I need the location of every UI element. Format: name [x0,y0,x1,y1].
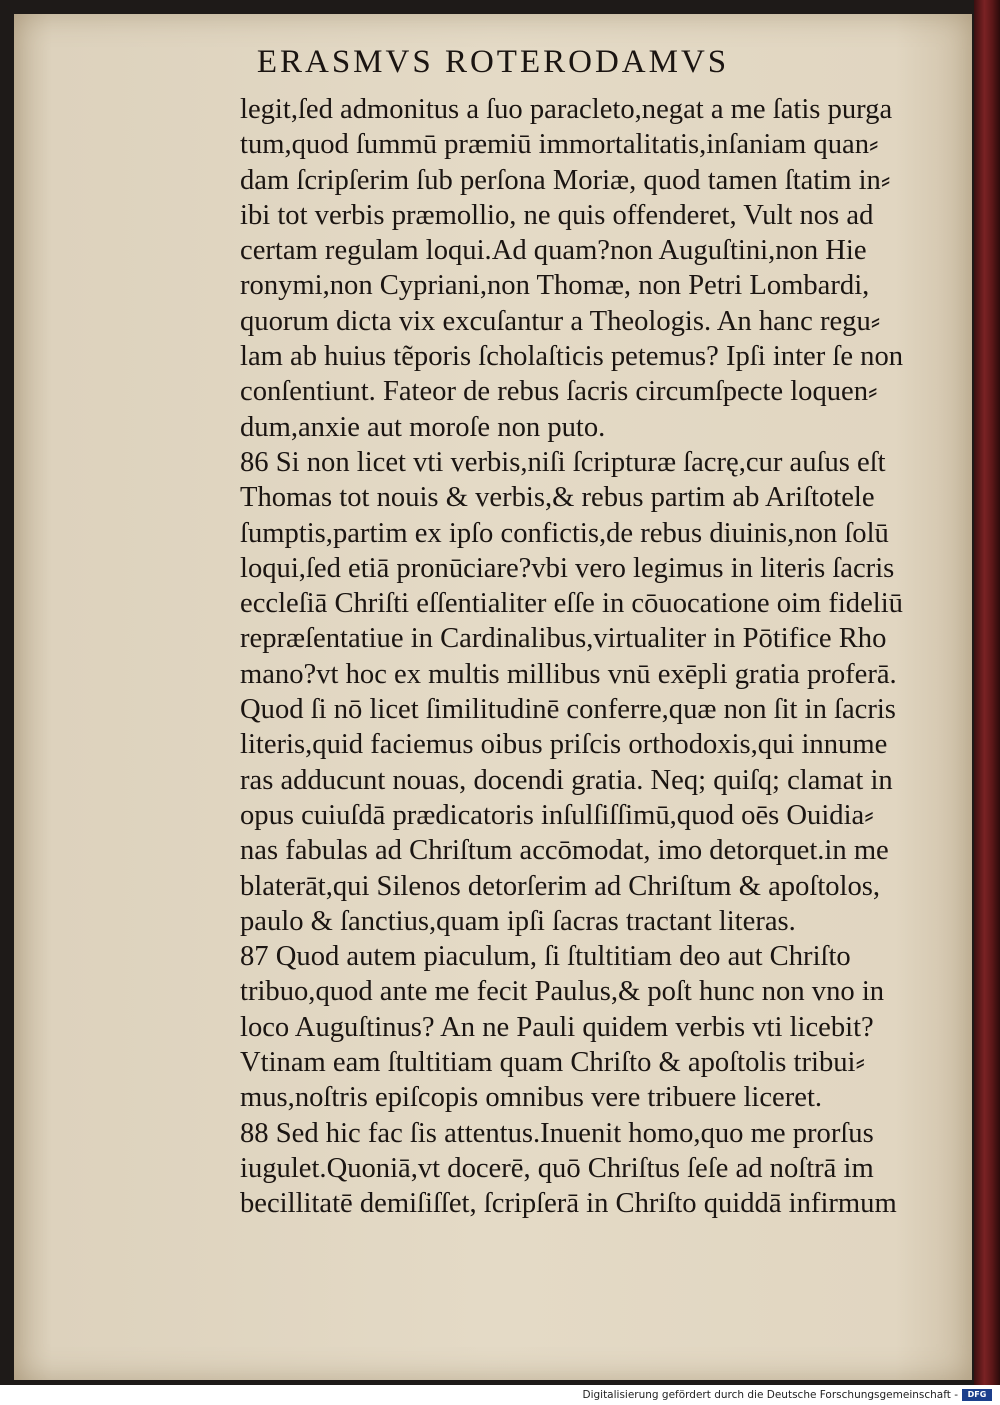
text-line: lam ab huius tẽporis ſcholaſticis petemus? Ipſi inter ſe non [240,341,904,373]
text-line: Vtinam eam ſtultitiam quam Chriſto & apoſtolis tribui⸗ [240,1047,866,1079]
text-line: legit,ſed admonitus a ſuo paracleto,negat a me ſatis purga [240,94,893,125]
text-line: dum,anxie aut moroſe non puto. [240,411,606,443]
text-line: eccleſiā Chriſti eſſentialiter eſſe in cōuocatione oim fideliū [240,588,903,620]
text-line: 87 Quod autem piaculum, ſi ſtultitiam deo aut Chriſto [240,941,851,973]
text-line: ronymi,non Cypriani,non Thomæ, non Petri Lombardi, [240,270,870,302]
text-line: Thomas tot nouis & verbis,& rebus partim ab Ariſtotele [240,482,875,514]
text-line: dam ſcripſerim ſub perſona Moriæ, quod tamen ſtatim in⸗ [240,164,891,196]
dfg-logo: DFG [962,1389,992,1401]
text-line: 88 Sed hic fac ſis attentus.Inuenit homo,quo me prorſus [240,1117,874,1149]
text-line: mus,noſtris epiſcopis omnibus vere tribuere liceret. [240,1082,823,1114]
text-line: ſumptis,partim ex ipſo confictis,de rebus diuinis,non ſolū [240,517,889,549]
text-line: conſentiunt. Fateor de rebus ſacris circumſpecte loquen⸗ [240,376,878,408]
text-line: mano?vt hoc ex multis millibus vnū exēpli gratia proferā. [240,658,897,690]
text-line: ras adducunt nouas, docendi gratia. Neq; quiſq; clamat in [240,764,893,796]
text-line: blaterāt,qui Silenos detorſerim ad Chriſtum & apoſtolos, [240,870,881,902]
text-line: opus cuiuſdā prædicatoris inſulſiſſimū,quod oēs Ouidia⸗ [240,799,874,831]
text-line: Quod ſi nō licet ſimilitudinē conferre,quæ non ſit in ſacris [240,694,896,726]
text-line: paulo & ſanctius,quam ipſi ſacras tractant literas. [240,905,796,937]
text-line: certam regulam loqui.Ad quam?non Auguſtini,non Hie [240,235,867,267]
text-line: nas fabulas ad Chriſtum accōmodat, imo detorquet.in me [240,835,889,867]
text-line: tum,quod ſummū præmiū immortalitatis,inſaniam quan⸗ [240,129,879,161]
book-page [14,14,972,1380]
text-line: iugulet.Quoniā,vt docerē, quō Chriſtus ſeſe ad noſtrā im [240,1152,874,1184]
text-line: literis,quid faciemus oibus priſcis orthodoxis,qui innume [240,729,888,761]
text-line: becillitatē demiſiſſet, ſcripſerā in Chriſto quiddā infirmum [240,1188,897,1220]
text-line: ibi tot verbis præmollio, ne quis offenderet, Vult nos ad [240,199,874,231]
text-block [240,92,952,1222]
text-line: repræſentatiue in Cardinalibus,virtualiter in Pōtifice Rho [240,623,887,655]
book-edge [974,0,1000,1385]
running-head: ERASMVS ROTERODAMVS [256,44,730,80]
text-line: loqui,ſed etiā pronūciare?vbi vero legimus in literis ſacris [240,552,895,584]
text-line: loco Auguſtinus? An ne Pauli quidem verbis vti licebit? [240,1011,874,1043]
digitization-credit: Digitalisierung gefördert durch die Deutsche Forschungsgemeinschaft - [582,1389,958,1401]
text-line: 86 Si non licet vti verbis,niſi ſcripturæ ſacrę,cur auſus eſt [240,446,886,478]
text-line: quorum dicta vix excuſantur a Theologis. An hanc regu⸗ [240,305,881,337]
text-line: tribuo,quod ante me fecit Paulus,& poſt hunc non vno in [240,976,885,1008]
